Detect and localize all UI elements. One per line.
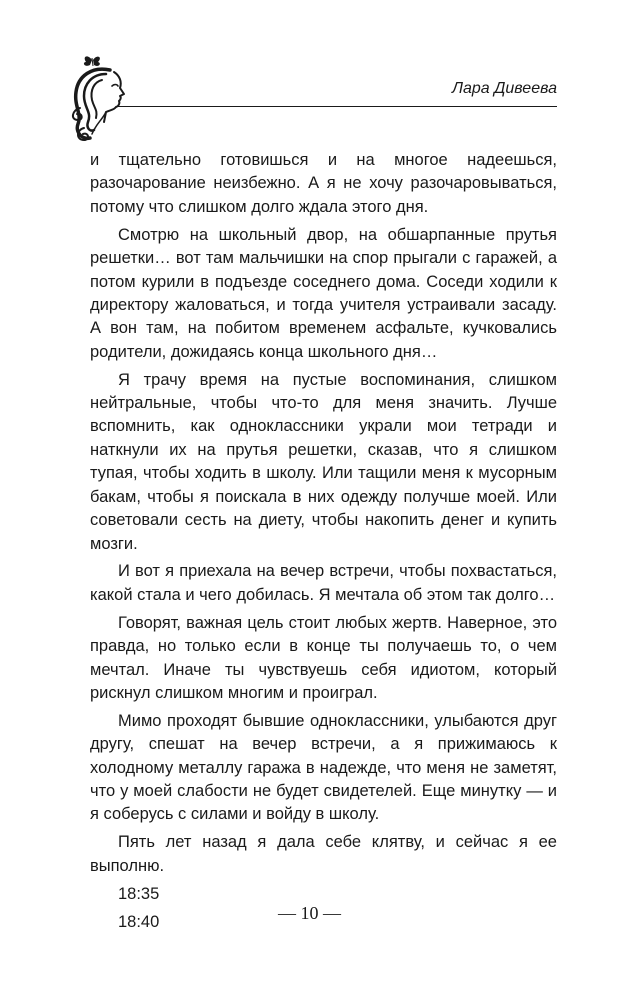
woman-silhouette-icon bbox=[62, 50, 140, 145]
timestamp-line: 18:35 bbox=[118, 884, 160, 903]
paragraph: И вот я приехала на вечер встречи, чтобы похвастаться, какой стала и чего добилась. Я мечтала об этом так долго… bbox=[90, 562, 557, 604]
paragraph: Мимо проходят бывшие одноклассники, улыбаются друг другу, спешат на вечер встречи, а я прижимаюсь к холодному металлу гаража в надежде, что меня не заметят, что у моей слабости не будет свидетелей. Еще минутку — и я соберусь с силами и войду в школу. bbox=[90, 711, 557, 824]
paragraph: Говорят, важная цель стоит любых жертв. Наверное, это правда, но только если в конце ты получаешь то, о чем мечтал. Иначе ты чувствуешь себя идиотом, который рискнул слишком многим и проиграл. bbox=[90, 613, 557, 702]
timestamp-line: 18:40 bbox=[118, 912, 160, 931]
page-text bbox=[90, 149, 557, 934]
header-divider bbox=[118, 106, 557, 107]
paragraph: и тщательно готовишься и на многое надеешься, разочарование неизбежно. А я не хочу разочаровываться, потому что слишком долго ждала этого дня. bbox=[90, 151, 557, 216]
running-header-author: Лара Дивеева bbox=[452, 80, 557, 97]
paragraph: Пять лет назад я дала себе клятву, и сейчас я ее выполню. bbox=[90, 833, 557, 875]
paragraph: Смотрю на школьный двор, на обшарпанные прутья решетки… вот там мальчишки на спор прыгали с гаражей, а потом курили в подъезде соседнего дома. Соседи ходили к директору жаловаться, и тогда учителя устраивали засаду. А вон там, на побитом временем асфальте, кучковались родители, дожидаясь конца школьного дня… bbox=[90, 225, 557, 361]
page-number: — 10 — bbox=[278, 903, 341, 923]
paragraph: Я трачу время на пустые воспоминания, слишком нейтральные, чтобы что-то для меня значить. Лучше вспомнить, как одноклассники украли мои тетради и наткнули их на прутья решетки, сказав, что я слишком тупая, чтобы ходить в школу. Или тащили меня к мусорным бакам, чтобы я поискала в них одежду получше моей. Или советовали сесть на диету, чтобы накопить денег и купить мозги. bbox=[90, 370, 557, 553]
